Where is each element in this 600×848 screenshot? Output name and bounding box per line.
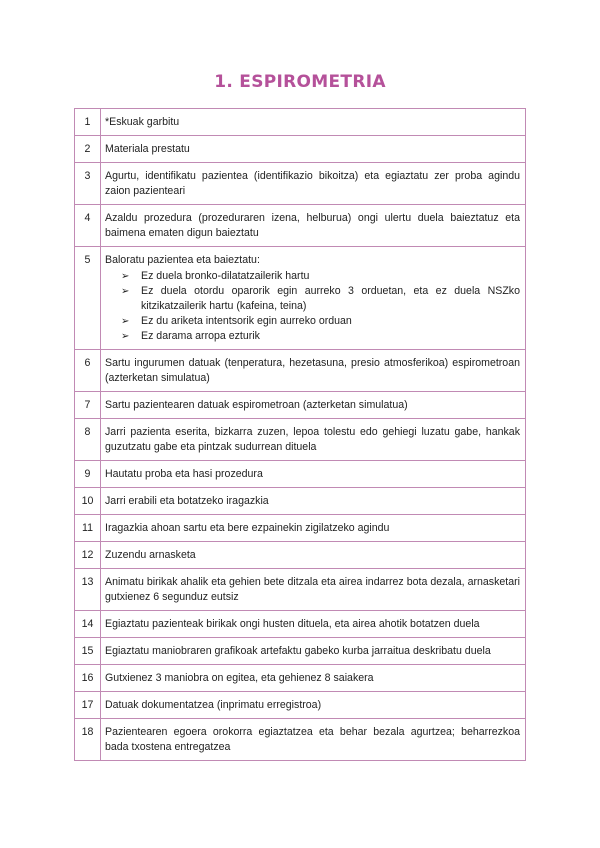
table-row [75, 350, 526, 392]
table-row [75, 515, 526, 542]
table-row [75, 392, 526, 419]
step-number: 14 [75, 611, 101, 638]
step-number: 1 [75, 109, 101, 136]
step-text: Pazientearen egoera orokorra egiaztatzea eta behar bezala agurtzea; beharrezkoa bada txostena entregatzea [101, 719, 526, 761]
step-text: Animatu birikak ahalik eta gehien bete ditzala eta airea indarrez bota dezala, arnasketari gutxienez 6 segunduz eutsiz [101, 569, 526, 611]
table-row [75, 692, 526, 719]
table-row [75, 611, 526, 638]
step-text: *Eskuak garbitu [101, 109, 526, 136]
table-row [75, 488, 526, 515]
list-item-text: Ez du ariketa intentsorik egin aurreko orduan [141, 315, 352, 327]
list-item-text: Ez duela otordu oparorik egin aurreko 3 orduetan, eta ez duela NSZko kitzikatzailerik hartu (kafeina, teina) [141, 285, 520, 312]
step-text: Egiaztatu pazienteak birikak ongi husten dituela, eta airea ahotik botatzen duela [101, 611, 526, 638]
table-row [75, 419, 526, 461]
table-row [75, 205, 526, 247]
arrow-bullet-icon: ➢ [121, 331, 130, 342]
step-number: 11 [75, 515, 101, 542]
step-number: 8 [75, 419, 101, 461]
table-row [75, 719, 526, 761]
table-row [75, 163, 526, 205]
step-text: Azaldu prozedura (prozeduraren izena, helburua) ongi ulertu duela baieztatuz eta baimena ematen digun baieztatu [101, 205, 526, 247]
step-number: 9 [75, 461, 101, 488]
procedure-steps-table [74, 108, 526, 761]
step-text: Jarri erabili eta botatzeko iragazkia [101, 488, 526, 515]
step-text: Hautatu proba eta hasi prozedura [101, 461, 526, 488]
arrow-bullet-icon: ➢ [121, 286, 130, 297]
step-text-with-bullets [101, 247, 526, 350]
step-number: 5 [75, 247, 101, 350]
table-row [75, 569, 526, 611]
table-row [75, 665, 526, 692]
step-text: Sartu ingurumen datuak (tenperatura, hezetasuna, presio atmosferikoa) espirometroan (azterketan simulatua) [101, 350, 526, 392]
list-item-text: Ez duela bronko-dilatatzailerik hartu [141, 270, 310, 282]
step-number: 12 [75, 542, 101, 569]
list-item-text: Ez darama arropa ezturik [141, 330, 260, 342]
step-number: 7 [75, 392, 101, 419]
list-item [121, 314, 520, 329]
step-number: 3 [75, 163, 101, 205]
step-number: 4 [75, 205, 101, 247]
condition-list [105, 269, 520, 344]
table-row [75, 461, 526, 488]
step-text: Materiala prestatu [101, 136, 526, 163]
step-number: 13 [75, 569, 101, 611]
table-row [75, 109, 526, 136]
table-row [75, 542, 526, 569]
step-number: 2 [75, 136, 101, 163]
step-text: Baloratu pazientea eta baieztatu: [105, 254, 260, 266]
step-number: 16 [75, 665, 101, 692]
step-number: 18 [75, 719, 101, 761]
table-row [75, 638, 526, 665]
step-number: 15 [75, 638, 101, 665]
step-number: 6 [75, 350, 101, 392]
step-text: Sartu pazientearen datuak espirometroan (azterketan simulatua) [101, 392, 526, 419]
list-item [121, 269, 520, 284]
step-text: Zuzendu arnasketa [101, 542, 526, 569]
table-row [75, 136, 526, 163]
step-text: Iragazkia ahoan sartu eta bere ezpainekin zigilatzeko agindu [101, 515, 526, 542]
table-row [75, 247, 526, 350]
page-title: 1. ESPIROMETRIA [214, 72, 386, 92]
step-text: Agurtu, identifikatu pazientea (identifikazio bikoitza) eta egiaztatu zer proba agindu zaion pazienteari [101, 163, 526, 205]
arrow-bullet-icon: ➢ [121, 316, 130, 327]
step-text: Gutxienez 3 maniobra on egitea, eta gehienez 8 saiakera [101, 665, 526, 692]
arrow-bullet-icon: ➢ [121, 271, 130, 282]
step-number: 17 [75, 692, 101, 719]
step-text: Jarri pazienta eserita, bizkarra zuzen, lepoa tolestu edo gehiegi luzatu gabe, hankak guzutzatu gabe eta pintzak sudurrean dituela [101, 419, 526, 461]
step-number: 10 [75, 488, 101, 515]
step-text: Datuak dokumentatzea (inprimatu erregistroa) [101, 692, 526, 719]
list-item [121, 329, 520, 344]
step-text: Egiaztatu maniobraren grafikoak artefaktu gabeko kurba jarraitua deskribatu duela [101, 638, 526, 665]
list-item [121, 284, 520, 314]
